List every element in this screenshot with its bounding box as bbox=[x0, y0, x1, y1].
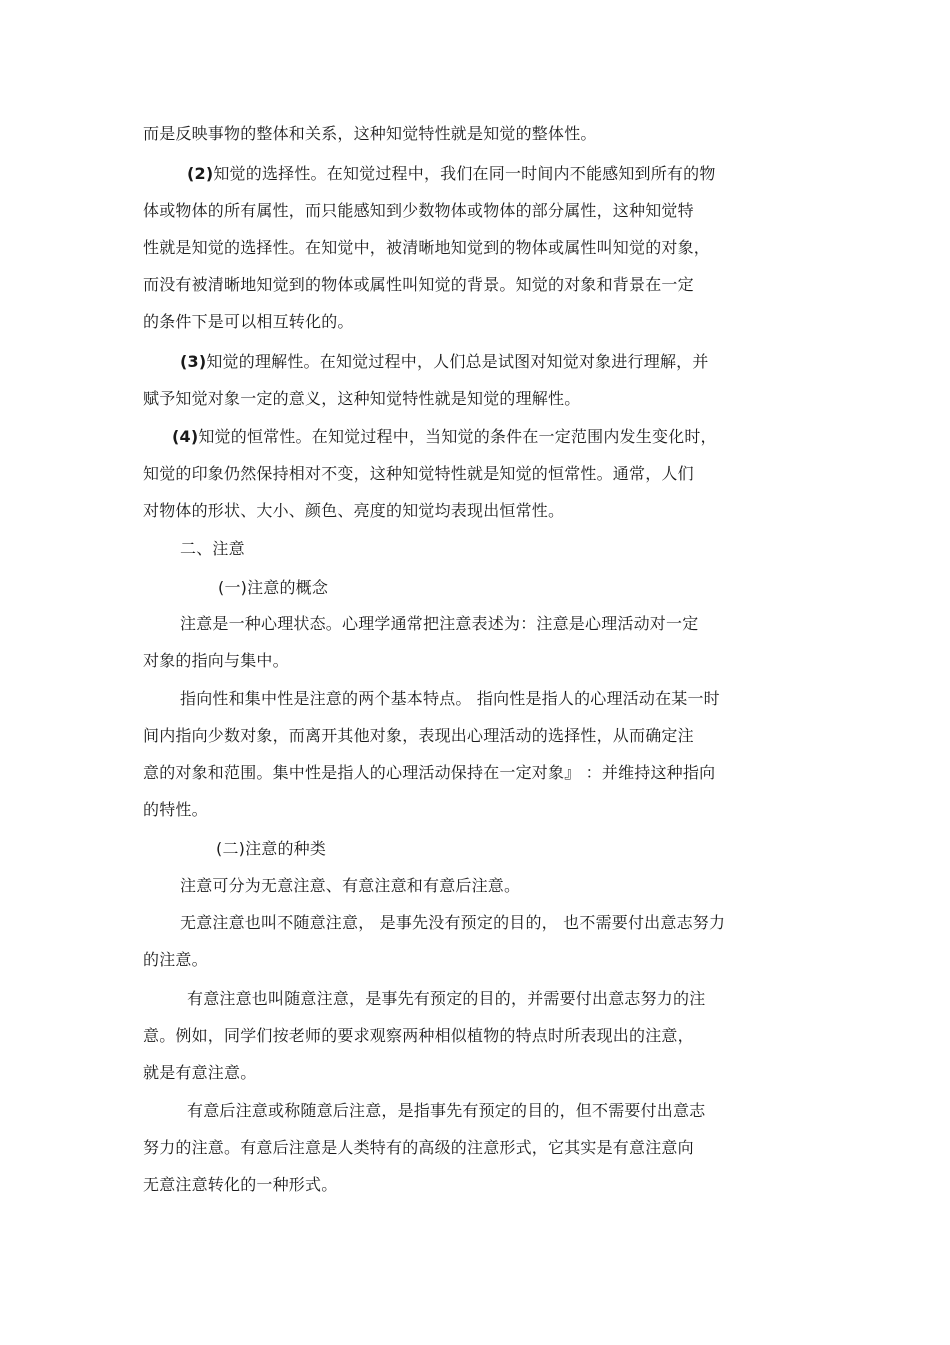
paragraph-line: 无意注意也叫不随意注意， 是事先没有预定的目的， 也不需要付出意志努力 bbox=[180, 913, 726, 932]
paragraph-line: (3)知觉的理解性。在知觉过程中，人们总是试图对知觉对象进行理解，并 bbox=[180, 352, 709, 371]
paragraph-line: 注意是一种心理状态。心理学通常把注意表述为：注意是心理活动对一定 bbox=[180, 614, 699, 633]
subsection-heading: (二)注意的种类 bbox=[216, 839, 327, 858]
paragraph-line: 指向性和集中性是注意的两个基本特点。 指向性是指人的心理活动在某一时 bbox=[180, 689, 720, 708]
paragraph-line: 的注意。 bbox=[143, 950, 208, 969]
paragraph-line: 而没有被清晰地知觉到的物体或属性叫知觉的背景。知觉的对象和背景在一定 bbox=[143, 275, 694, 294]
paragraph-line: 的条件下是可以相互转化的。 bbox=[143, 312, 354, 331]
paragraph-line: 对物体的形状、大小、颜色、亮度的知觉均表现出恒常性。 bbox=[143, 501, 565, 520]
item-number: (2) bbox=[187, 164, 214, 183]
item-number: (3) bbox=[180, 352, 207, 371]
paragraph-line: 有意后注意或称随意后注意，是指事先有预定的目的，但不需要付出意志 bbox=[187, 1101, 706, 1120]
section-heading: 二、注意 bbox=[180, 539, 245, 558]
subsection-heading: (一)注意的概念 bbox=[218, 578, 329, 597]
paragraph-line: 体或物体的所有属性，而只能感知到少数物体或物体的部分属性，这种知觉特 bbox=[143, 201, 694, 220]
paragraph-line: (4)知觉的恒常性。在知觉过程中，当知觉的条件在一定范围内发生变化时， bbox=[172, 427, 717, 446]
paragraph-line: 意的对象和范围。集中性是指人的心理活动保持在一定对象』 ：并维持这种指向 bbox=[143, 763, 716, 782]
paragraph-line: 赋予知觉对象一定的意义，这种知觉特性就是知觉的理解性。 bbox=[143, 389, 581, 408]
paragraph-line: 意。例如，同学们按老师的要求观察两种相似植物的特点时所表现出的注意， bbox=[143, 1026, 694, 1045]
paragraph-line: 有意注意也叫随意注意，是事先有预定的目的，并需要付出意志努力的注 bbox=[187, 989, 706, 1008]
paragraph-line: 知觉的印象仍然保持相对不变，这种知觉特性就是知觉的恒常性。通常，人们 bbox=[143, 464, 694, 483]
paragraph-line: 性就是知觉的选择性。在知觉中，被清晰地知觉到的物体或属性叫知觉的对象， bbox=[143, 238, 711, 257]
paragraph-line: 间内指向少数对象，而离开其他对象，表现出心理活动的选择性，从而确定注 bbox=[143, 726, 694, 745]
paragraph-line: 对象的指向与集中。 bbox=[143, 651, 289, 670]
paragraph-line: 就是有意注意。 bbox=[143, 1063, 257, 1082]
paragraph-line: 注意可分为无意注意、有意注意和有意后注意。 bbox=[180, 876, 521, 895]
paragraph-line: (2)知觉的选择性。在知觉过程中，我们在同一时间内不能感知到所有的物 bbox=[187, 164, 716, 183]
paragraph-line: 的特性。 bbox=[143, 800, 208, 819]
item-number: (4) bbox=[172, 427, 199, 446]
paragraph-line: 努力的注意。有意后注意是人类特有的高级的注意形式，它其实是有意注意向 bbox=[143, 1138, 694, 1157]
paragraph-line: 而是反映事物的整体和关系，这种知觉特性就是知觉的整体性。 bbox=[143, 124, 597, 143]
paragraph-line: 无意注意转化的一种形式。 bbox=[143, 1175, 338, 1194]
